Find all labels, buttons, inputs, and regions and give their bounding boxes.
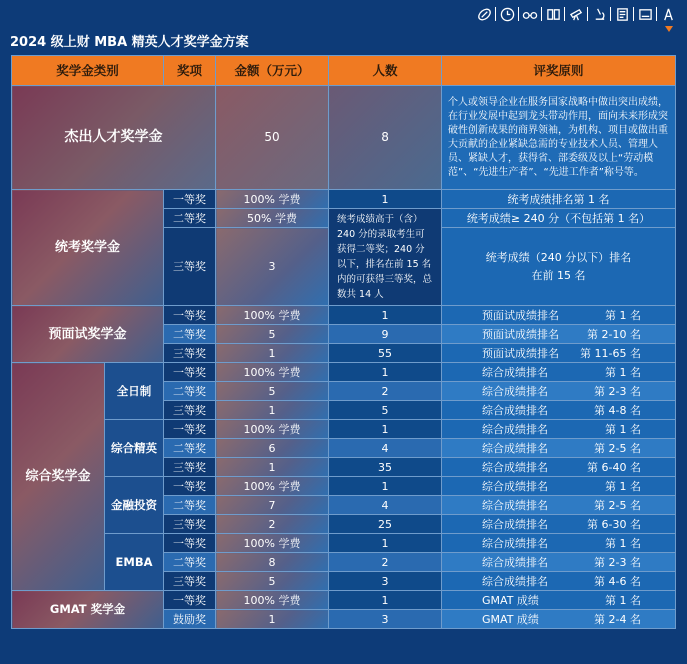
rule-range: 第 11-65 名 [580,346,642,360]
category-comprehensive: 综合奖学金 [12,363,105,591]
rule-cell [442,439,676,458]
page-title: 2024 级上财 MBA 精英人才奖学金方案 [10,35,249,50]
rank-cell: 一等奖 [164,534,216,553]
category-outstanding: 杰出人才奖学金 [12,86,216,190]
rank-cell: 一等奖 [164,477,216,496]
amount-cell: 100% 学费 [216,190,329,209]
table-row [12,363,676,382]
rule-cell [442,591,676,610]
count-cell: 1 [329,591,442,610]
rule-range: 第 1 名 [605,308,642,322]
toolbar-divider [587,7,588,21]
amount-cell: 100% 学费 [216,534,329,553]
amount-cell: 5 [216,325,329,344]
rule-cell [442,610,676,629]
header-category: 奖学金类别 [12,56,164,86]
count-cell: 2 [329,553,442,572]
lab-icon[interactable] [636,5,654,23]
count-cell: 3 [329,610,442,629]
rule-cell [442,325,676,344]
table-row [12,591,676,610]
compass-icon[interactable] [659,5,677,23]
unified-note: 统考成绩高于（含）240 分的录取考生可获得二等奖；240 分以下，排名在前 15 名内的可获得三等奖，总数共 14 人 [329,209,442,306]
amount-cell: 50 [216,86,329,190]
rugby-ball-icon[interactable] [475,5,493,23]
rule-cell [442,382,676,401]
category-unified: 统考奖学金 [12,190,164,306]
toolbar-divider [610,7,611,21]
rank-cell: 一等奖 [164,363,216,382]
rank-cell: 三等奖 [164,458,216,477]
rule-range: 第 2-3 名 [594,555,642,569]
rank-cell: 三等奖 [164,572,216,591]
table-row [12,190,676,209]
rule-label: 综合成绩排名 [482,403,549,417]
amount-cell: 100% 学费 [216,420,329,439]
rule-label: 综合成绩排名 [482,384,549,398]
rank-cell: 鼓励奖 [164,610,216,629]
count-cell: 35 [329,458,442,477]
subcategory-fulltime: 全日制 [105,363,164,420]
toolbar-caret-icon [665,26,673,32]
rule-range: 第 1 名 [605,422,642,436]
rule-range: 第 1 名 [605,479,642,493]
header-amount: 金额（万元） [216,56,329,86]
rule-cell [442,401,676,420]
rule-cell [442,306,676,325]
rule-cell: 统考成绩排名第 1 名 [442,190,676,209]
rank-cell: 一等奖 [164,306,216,325]
rule-label: 综合成绩排名 [482,422,549,436]
amount-cell: 3 [216,228,329,306]
amount-cell: 100% 学费 [216,363,329,382]
count-cell: 9 [329,325,442,344]
subcategory-emba: EMBA [105,534,164,591]
rule-label: 综合成绩排名 [482,441,549,455]
notebook-icon[interactable] [613,5,631,23]
count-cell: 1 [329,190,442,209]
rank-cell: 三等奖 [164,344,216,363]
rule-label: 预面试成绩排名 [482,327,560,341]
table-row [12,420,676,439]
clock-icon[interactable] [498,5,516,23]
rule-label: GMAT 成绩 [482,593,539,607]
rule-cell [442,363,676,382]
toolbar-divider [541,7,542,21]
count-cell: 4 [329,496,442,515]
count-cell: 25 [329,515,442,534]
amount-cell: 1 [216,401,329,420]
rule-cell [442,477,676,496]
category-pre-interview: 预面试奖学金 [12,306,164,363]
toolbar-divider [518,7,519,21]
rule-range: 第 4-8 名 [594,403,642,417]
toolbar-divider [656,7,657,21]
rank-cell: 二等奖 [164,439,216,458]
count-cell: 55 [329,344,442,363]
table-row [12,477,676,496]
rule-range: 第 2-5 名 [594,441,642,455]
count-cell: 1 [329,534,442,553]
rule-range: 第 2-3 名 [594,384,642,398]
rule-label: 综合成绩排名 [482,498,549,512]
count-cell: 4 [329,439,442,458]
rule-label: 综合成绩排名 [482,536,549,550]
toolbar-divider [564,7,565,21]
rule-cell [442,553,676,572]
amount-cell: 50% 学费 [216,209,329,228]
count-cell: 8 [329,86,442,190]
amount-cell: 100% 学费 [216,477,329,496]
amount-cell: 1 [216,344,329,363]
rule-cell [442,572,676,591]
count-cell: 2 [329,382,442,401]
amount-cell: 7 [216,496,329,515]
rank-cell: 三等奖 [164,515,216,534]
rule-cell: 统考成绩≥ 240 分（不包括第 1 名） [442,209,676,228]
rule-label: 综合成绩排名 [482,574,549,588]
count-cell: 1 [329,477,442,496]
rule-cell: 统考成绩（240 分以下）排名在前 15 名 [442,228,676,306]
amount-cell: 6 [216,439,329,458]
book-icon[interactable] [544,5,562,23]
header-rank: 奖项 [164,56,216,86]
subcategory-elite: 综合精英 [105,420,164,477]
count-cell: 1 [329,420,442,439]
microscope-icon[interactable] [590,5,608,23]
amount-cell: 100% 学费 [216,306,329,325]
rule-label: GMAT 成绩 [482,612,539,626]
rank-cell: 一等奖 [164,420,216,439]
header-count: 人数 [329,56,442,86]
count-cell: 1 [329,306,442,325]
amount-cell: 100% 学费 [216,591,329,610]
rule-cell [442,534,676,553]
rule-label: 综合成绩排名 [482,479,549,493]
telescope-icon[interactable] [567,5,585,23]
rank-cell: 一等奖 [164,591,216,610]
toolbar-divider [633,7,634,21]
rank-cell: 二等奖 [164,496,216,515]
amount-cell: 5 [216,382,329,401]
count-cell: 1 [329,363,442,382]
rule-range: 第 2-5 名 [594,498,642,512]
rule-label: 综合成绩排名 [482,460,549,474]
rule-cell: 个人或领导企业在服务国家战略中做出突出成绩，在行业发展中起到龙头带动作用，面向未来形成突破性创新成果的商界领袖，为机构、项目或做出重大贡献的企业紧缺急需的专业技术人员、管理人员、紧缺人才，获得省、部委级及以上“劳动模范”、“先进生产者”、“先进工作者”称号等。 [442,86,676,190]
rule-label: 预面试成绩排名 [482,308,560,322]
rule-cell [442,344,676,363]
rule-cell [442,496,676,515]
rule-range: 第 6-40 名 [587,460,642,474]
rule-label: 综合成绩排名 [482,517,549,531]
rule-range: 第 2-10 名 [587,327,642,341]
table-row [12,86,676,190]
amount-cell: 5 [216,572,329,591]
table-row [12,534,676,553]
rule-cell [442,458,676,477]
rule-range: 第 6-30 名 [587,517,642,531]
rule-label: 预面试成绩排名 [482,346,560,360]
rank-cell: 一等奖 [164,190,216,209]
rule-range: 第 1 名 [605,593,642,607]
rule-range: 第 2-4 名 [594,612,642,626]
rank-cell: 三等奖 [164,401,216,420]
category-gmat: GMAT 奖学金 [12,591,164,629]
amount-cell: 8 [216,553,329,572]
toolbar [475,4,677,24]
rule-label: 综合成绩排名 [482,555,549,569]
rank-cell: 二等奖 [164,553,216,572]
rank-cell: 三等奖 [164,228,216,306]
rank-cell: 二等奖 [164,325,216,344]
rule-range: 第 1 名 [605,536,642,550]
table-row [12,306,676,325]
header-rule: 评奖原则 [442,56,676,86]
subcategory-finance: 金融投资 [105,477,164,534]
count-cell: 5 [329,401,442,420]
rule-cell [442,420,676,439]
amount-cell: 1 [216,610,329,629]
table-header-row [12,56,676,86]
rule-cell [442,515,676,534]
amount-cell: 1 [216,458,329,477]
amount-cell: 2 [216,515,329,534]
rule-range: 第 4-6 名 [594,574,642,588]
toolbar-divider [495,7,496,21]
rank-cell: 二等奖 [164,382,216,401]
rank-cell: 二等奖 [164,209,216,228]
count-cell: 3 [329,572,442,591]
scholarship-table [11,55,676,629]
glasses-icon[interactable] [521,5,539,23]
rule-range: 第 1 名 [605,365,642,379]
rule-label: 综合成绩排名 [482,365,549,379]
